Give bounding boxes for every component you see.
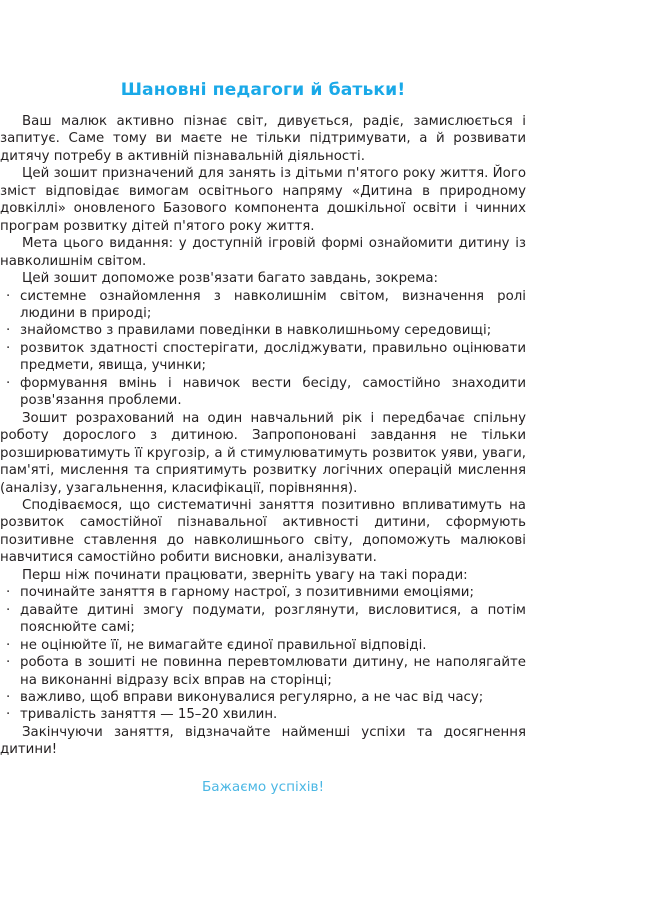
list-item-text: починайте заняття в гарному настрої, з позитивними емоціями; — [20, 585, 474, 601]
list-item — [0, 340, 526, 375]
paragraph-goal: Мета цього видання: у доступній ігровій формі ознайомити дитину із навколишнім світом. — [0, 236, 526, 269]
bullet-icon: · — [6, 340, 11, 356]
list-item — [0, 602, 526, 637]
paragraph-tasks-lead-in: Цей зошит допоможе розв'язати багато завдань, зокрема: — [22, 271, 438, 287]
list-item — [0, 584, 526, 601]
list-item-text: давайте дитині змогу подумати, розглянути, висловитися, а потім пояснюйте самі; — [20, 602, 526, 636]
list-item-text: формування вмінь і навичок вести бесіду, самостійно знаходити розв'язання проблеми. — [20, 375, 526, 409]
list-item-text: знайомство з правилами поведінки в навколишньому середовищі; — [20, 323, 492, 339]
bullet-icon: · — [6, 637, 11, 653]
list-item — [0, 288, 526, 323]
paragraph-year-plan: Зошит розрахований на один навчальний рік і передбачає спільну роботу дорослого з дитиною. Запропоновані завдання не тільки розширюватимуть її кругозір, а й стимулюватимуть розвиток уяви, уваги, пам'яті, мислення та сприятимуть розвитку логічних операцій мислення (аналізу, узагальнення, класифікації, порівняння). — [0, 410, 526, 496]
list-item-text: важливо, щоб вправи виконувалися регулярно, а не час від часу; — [20, 689, 484, 705]
task-list — [0, 288, 526, 410]
bullet-icon: · — [6, 375, 11, 391]
list-item-text: системне ознайомлення з навколишнім світом, визначення ролі людини в природі; — [20, 288, 526, 321]
list-item — [0, 375, 526, 410]
list-item — [0, 654, 526, 689]
bullet-icon: · — [6, 602, 11, 618]
advice-list — [0, 584, 526, 724]
bullet-icon: · — [6, 585, 11, 601]
page-title: Шановні педагоги й батьки! — [120, 80, 406, 100]
list-item — [0, 322, 526, 339]
list-item — [0, 637, 526, 654]
document-body — [0, 113, 526, 759]
list-item-text: робота в зошиті не повинна перевтомлювати дитину, не наполягайте на виконанні відразу всіх вправ на сторінці; — [20, 655, 526, 688]
list-item-text: тривалість заняття — 15–20 хвилин. — [20, 707, 278, 723]
bullet-icon: · — [6, 323, 11, 339]
list-item — [0, 706, 526, 723]
bullet-icon: · — [6, 689, 11, 705]
paragraph-intro: Ваш малюк активно пізнає світ, дивується, радіє, замислюється і запитує. Саме тому ви маєте не тільки підтримувати, а й розвивати дитячу потребу в активній пізнавальній діяльності. — [0, 114, 526, 164]
bullet-icon: · — [6, 707, 11, 723]
paragraph-closing-advice: Закінчуючи заняття, відзначайте найменші успіхи та досягнення дитини! — [0, 724, 526, 758]
paragraph-expectations: Сподіваємося, що систематичні заняття позитивно впливатимуть на розвиток самостійної пізнавальної активності дитини, сформують позитивне ставлення до навколишнього світу, допоможуть малюкові навчитися самостійно робити висновки, аналізувати. — [0, 497, 526, 566]
closing-wish: Бажаємо успіхів! — [201, 779, 325, 795]
paragraph-advice-lead-in: Перш ніж починати працювати, зверніть увагу на такі поради: — [22, 567, 468, 583]
paragraph-purpose-of-notebook: Цей зошит призначений для занять із дітьми п'ятого року життя. Його зміст відповідає вимогам освітнього напряму «Дитина в природному довкіллі» оновленого Базового компонента дошкільної освіти і чинних програм розвитку дітей п'ятого року життя. — [0, 166, 526, 234]
list-item — [0, 689, 526, 706]
list-item-text: не оцінюйте її, не вимагайте єдиної правильної відповіді. — [20, 637, 427, 653]
list-item-text: розвиток здатності спостерігати, досліджувати, правильно оцінювати предмети, явища, учинки; — [20, 340, 526, 374]
bullet-icon: · — [6, 655, 11, 671]
bullet-icon: · — [6, 288, 11, 304]
